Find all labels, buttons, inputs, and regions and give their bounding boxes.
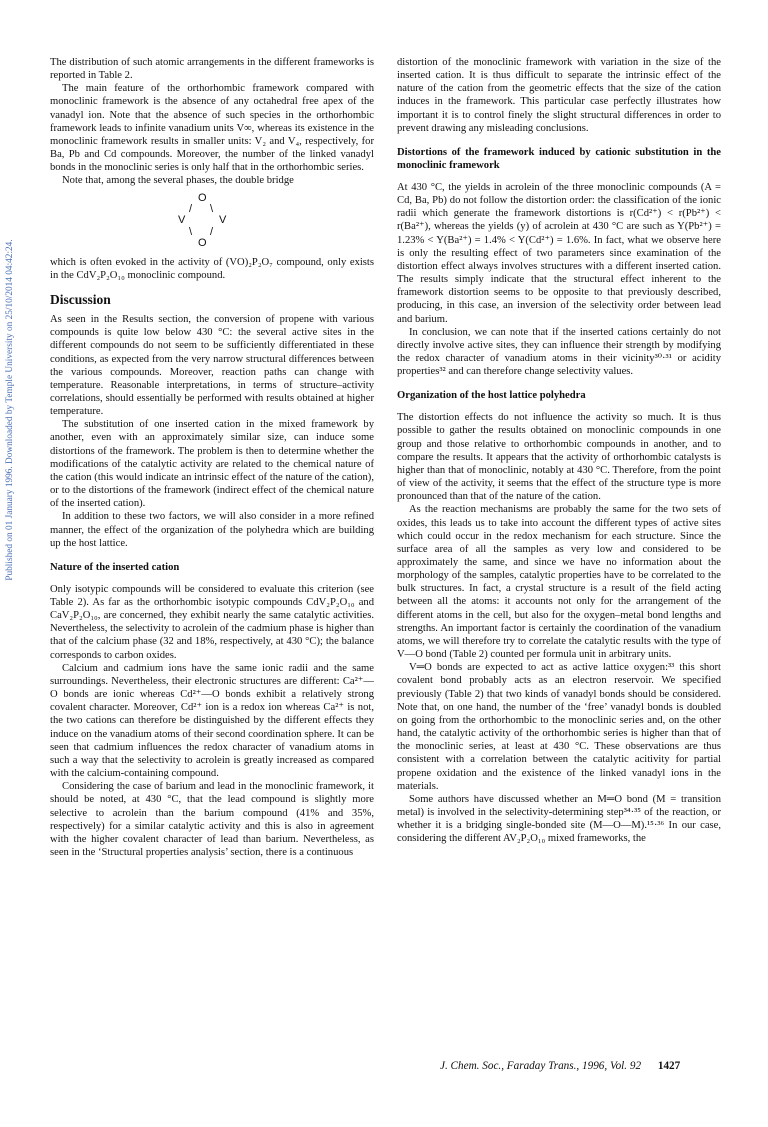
paragraph: The distribution of such atomic arrangements in the different frameworks is reported in Table 2. bbox=[50, 57, 374, 82]
bridge-bond: \ bbox=[210, 202, 214, 215]
paragraph: The distortion effects do not influence the activity so much. It is thus possible to gather the results obtained on monoclinic compounds in one group and those relative to orthorhombic compounds in another, and to compare the results. It appears that the activity of orthorhombic catalysts is higher than that of monoclinic, notably at 430 °C. Therefore, from the point of view of the activity, it seems that the effect of the structure type is more pronounced than that of the nature of the cation. bbox=[397, 412, 721, 503]
double-bridge-diagram bbox=[50, 192, 374, 254]
paragraph: Calcium and cadmium ions have the same ionic radii and the same surroundings. Nevertheless, their electronic structures are different: Ca²⁺—O bonds are ionic whereas Cd²⁺—O bonds exhibit a relatively strong covalent character. Moreover, Cd²⁺ ion is a redox ion whereas Ca²⁺ is not, the two cations can therefore be distinguished by the different effects they induce on the vanadium atoms of their second coordination sphere. It can be seen that cadmium influences the redox character of vanadium atoms in such a way that the selectivity to acrolein is greatly increased as compared with the calcium-containing compound. bbox=[50, 662, 374, 780]
paragraph: The main feature of the orthorhombic framework compared with monoclinic framework is the absence of any octahedral free apex of the vanadyl ion. Note that the absence of such species in the orthorhombic framework leads to infinite vanadium units V∞, whereas its existence in the monoclinic framework results in smaller units: V₂ and V₄, respectively, for Ba, Pb and Cd compounds. Moreover, the number of the linked vanadyl bonds in the monoclinic series is only half that in the orthorhombic series. bbox=[50, 83, 374, 174]
page-number: 1427 bbox=[657, 1060, 681, 1072]
page-footer bbox=[440, 1060, 680, 1072]
journal-citation: J. Chem. Soc., Faraday Trans., 1996, Vol. 92 bbox=[440, 1060, 642, 1072]
bridge-oxygen-top: O bbox=[198, 191, 207, 204]
bridge-bond: / bbox=[210, 225, 214, 238]
paragraph: The substitution of one inserted cation in the mixed framework by another, even with an approximately similar size, can induce some distortions of the framework. The problem is then to determine whether the modifications of the catalytic activity are related to the chemical nature of the cation (this would indicate an intrinsic effect of the nature of the cation), or to the distortions of the framework (indirect effect of the chemical nature of the inserted cation). bbox=[50, 419, 374, 510]
subsection-heading: Nature of the inserted cation bbox=[50, 561, 180, 573]
download-notice-sidebar bbox=[2, 130, 18, 690]
bridge-bond: \ bbox=[189, 225, 193, 238]
paragraph: Considering the case of barium and lead in the monoclinic framework, it should be noted, at 430 °C, that the lead compound is slightly more selective to acrolein than the barium compound (41% and 35%, respectively) for a similar catalytic activity and this is also in agreement with the higher covalent character of lead than barium. Nevertheless, as seen in the ‘Structural properties analysis’ section, there is a continuous bbox=[50, 781, 374, 858]
paragraph: which is often evoked in the activity of (VO)₂P₂O₇ compound, only exists in the CdV₂P₂O₁₀ monoclinic compound. bbox=[50, 256, 374, 281]
download-notice-text: Published on 01 January 1996. Downloaded by Temple University on 25/10/2014 04:42:24. bbox=[5, 239, 15, 581]
paragraph: V═O bonds are expected to act as active lattice oxygen:³³ this short covalent bond probably acts as an electron reservoir. We specified previously (Table 2) that two kinds of vanadyl bonds should be considered. Note that, on one hand, the number of the ‘free’ vanadyl bonds is doubled on going from the orthorhombic to the monoclinic series and, on the other hand, the catalytic activity of the orthorhombic series is higher than that of the monoclinic series, at least at 430 °C. These observations are thus consistent with a correlation between the catalytic acitivity for partial propene oxidation and the existence of the linked vanadyl ions in the materials. bbox=[397, 662, 721, 792]
paragraph: Note that, among the several phases, the double bridge bbox=[62, 175, 294, 187]
paragraph: As seen in the Results section, the conversion of propene with various compounds is quite low below 430 °C: the several active sites in the different compounds do not seem to be sufficiently differentiated in these conditions, as expected from the very narrow structural differences between the various compounds. Moreover, reaction paths can change with temperature. Reasonable interpretations, in terms of structure–activity correlations, should essentially be performed with results obtained at higher temperature. bbox=[50, 314, 374, 418]
paragraph: distortion of the monoclinic framework with variation in the size of the inserted cation. It is thus difficult to separate the intrinsic effect of the nature of the cation from the geometric effects that the size of the cation induces in the framework. This particular case perfectly illustrates how important it is to control finely the slight structural differences in order to prevent drawing any misleading conclusions. bbox=[397, 57, 721, 134]
right-column bbox=[397, 56, 721, 845]
paragraph: At 430 °C, the yields in acrolein of the three monoclinic compounds (A = Cd, Ba, Pb) do not follow the distortion order: the classification of the ionic radii which generate the framework distortions is r(Cd²⁺) < r(Pb²⁺) < r(Ba²⁺), whereas the yields (y) of acrolein at 430 °C are such as Y(Pb²⁺) = 1.23% < Y(Ba²⁺) = 1.4% < Y(Cd²⁺) = 1.6%. In fact, what we observe here is only the resulting effect of two parameters since examination of the distortion effect always involves structures with a different inserted cation. The results simply indicate that the structural effect inherent to the framework distortion seems to be opposite to that previously described, producing, in this case, an inversion of the selectivity order between lead and barium. bbox=[397, 181, 721, 325]
paragraph: In conclusion, we can note that if the inserted cations certainly do not directly involve active sites, they can influence their strength by modifying the redox character of vanadium atoms in their vicinity³⁰·³¹ or acidity properties³² and can therefore change selectivity values. bbox=[397, 326, 721, 378]
bridge-oxygen-bottom: O bbox=[198, 236, 207, 249]
paragraph: Some authors have discussed whether an M═O bond (M = transition metal) is involved in the selectivity-determining step³⁴·³⁵ of the reaction, or whether it is a bridging single-bonded site (M—O—M).¹⁵·³⁶ In our case, considering the different AV₂P₂O₁₀ mixed frameworks, the bbox=[397, 793, 721, 845]
paragraph: As the reaction mechanisms are probably the same for the two sets of oxides, this leads us to take into account the different types of active sites which could occur in the redox mechanism for each structure. Since the surface area of all the samples as very low and considered to be approximately the same, and since we have no information about the morphology of the samples, catalytic properties have to be correlated to the bulk structures. In fact, a crystal structure is a result of the field acting between all the atoms: it accounts not only for the arrangement of the different atoms in the cell, but also for the oxygen–metal bond lengths and strengths. An important factor is certainly the coordination of the vanadium atoms, we will therefore try to correlate the catalytic results with the type of V—O bond (Table 2) counted per formula unit in arbitrary units. bbox=[397, 504, 721, 661]
bridge-bond: / bbox=[189, 202, 193, 215]
paragraph: In addition to these two factors, we will also consider in a more refined manner, the effect of the organization of the polyhedra which are building up the host lattice. bbox=[50, 511, 374, 549]
bridge-vanadium-right: V bbox=[219, 213, 227, 226]
bridge-vanadium-left: V bbox=[178, 213, 186, 226]
paragraph: Only isotypic compounds will be considered to evaluate this criterion (see Table 2). As far as the orthorhombic isotypic compounds CdV₂P₂O₁₀ and CaV₂P₂O₁₀, are concerned, they exhibit nearly the same catalytic activities. Nevertheless, the selectivity to acrolein of the cadmium phase is higher than that of the calcium phase (32 and 18%, respectively, at 430 °C); the balance corresponds to carbon oxides. bbox=[50, 583, 374, 661]
subsection-heading: Distortions of the framework induced by cationic substitution in the monoclinic framework bbox=[397, 146, 721, 171]
left-column bbox=[50, 56, 374, 859]
subsection-heading: Organization of the host lattice polyhedra bbox=[397, 390, 586, 402]
section-heading: Discussion bbox=[50, 291, 111, 307]
